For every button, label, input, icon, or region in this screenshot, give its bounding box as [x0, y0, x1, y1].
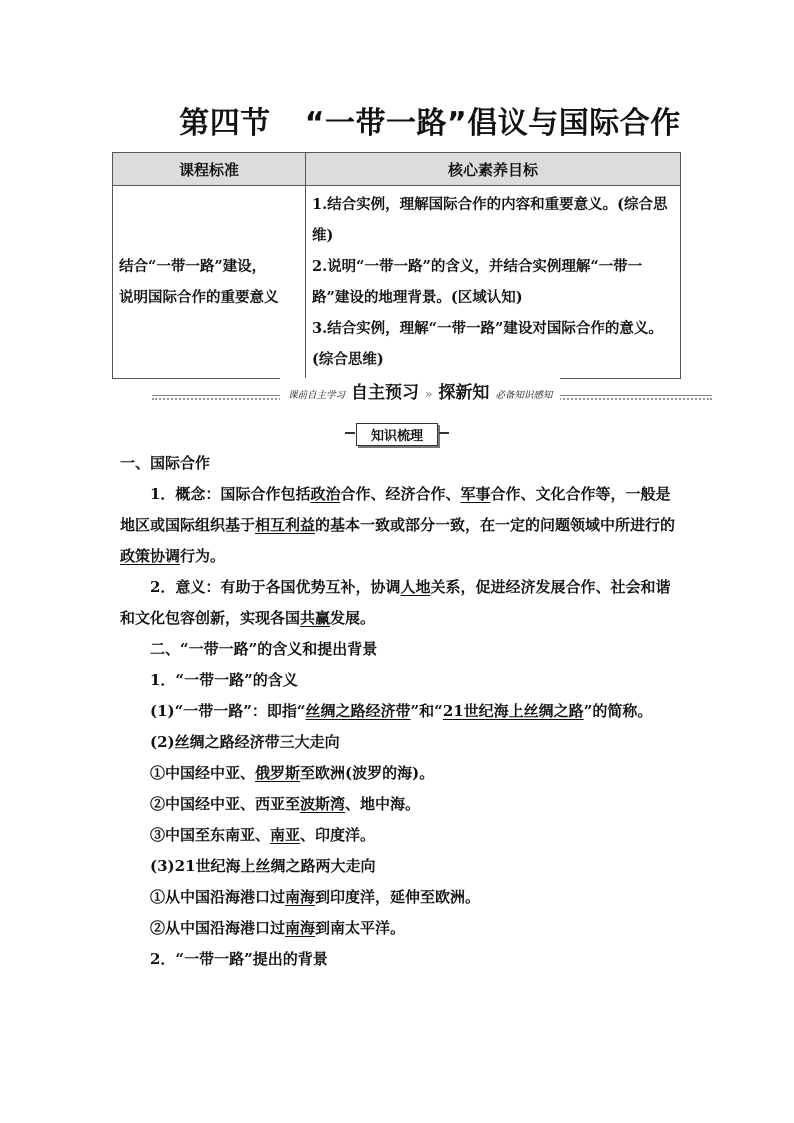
page-title — [150, 98, 710, 142]
header-course-standard: 课程标准 — [113, 153, 306, 186]
section-number: 第四节 — [179, 106, 271, 141]
subheading-meaning: 1．“一带一路”的含义 — [150, 671, 298, 689]
list-item: ②中国经中亚、西亚至波斯湾、地中海。 — [150, 795, 421, 813]
goal-item: 2.说明“一带一路”的含义，并结合实例理解“一带一路”建设的地理背景。(区域认知) — [312, 258, 643, 306]
standard-line: 说明国际合作的重要意义 — [119, 289, 279, 306]
goal-item: 3.结合实例，理解“一带一路”建设对国际合作的意义。(综合思维) — [312, 320, 663, 368]
section-topic: “一带一路”倡议与国际合作 — [304, 106, 681, 141]
heading-belt-and-road: 二、“一带一路”的含义和提出背景 — [150, 640, 378, 658]
content-body — [120, 448, 676, 975]
core-goals-cell — [306, 186, 681, 379]
heading-international-cooperation: 一、国际合作 — [120, 454, 211, 472]
banner-right-caption: 必备知识感知 — [495, 390, 553, 401]
list-item: ①中国经中亚、俄罗斯至欧洲(波罗的海)。 — [150, 764, 435, 782]
standard-line: 结合“一带一路”建设， — [119, 258, 267, 275]
banner-title-1: 自主预习 — [351, 383, 420, 403]
subheading-economic-belt: (2)丝绸之路经济带三大走向 — [150, 733, 340, 751]
list-item: ①从中国沿海港口过南海到印度洋，延伸至欧洲。 — [150, 888, 481, 906]
list-item: ②从中国沿海港口过南海到南太平洋。 — [150, 919, 406, 937]
paragraph-significance: 2．意义：有助于各国优势互补，协调人地关系，促进经济发展合作、社会和谐和文化包容创新，实现各国共赢发展。 — [120, 578, 671, 627]
section-banner — [152, 378, 712, 404]
banner-title-2: 探新知 — [438, 383, 490, 403]
table-row — [113, 186, 681, 379]
paragraph-meaning: (1)“一带一路”：即指“丝绸之路经济带”和“21世纪海上丝绸之路”的简称。 — [150, 702, 653, 720]
header-core-goals: 核心素养目标 — [306, 153, 681, 186]
goal-item: 1.结合实例，理解国际合作的内容和重要意义。(综合思维) — [312, 196, 668, 244]
subheading-maritime-road: (3)21世纪海上丝绸之路两大走向 — [150, 857, 376, 875]
list-item: ③中国至东南亚、南亚、印度洋。 — [150, 826, 376, 844]
table-header-row — [113, 153, 681, 186]
double-chevron-icon: » — [425, 387, 433, 401]
subheading-background: 2．“一带一路”提出的背景 — [150, 950, 328, 968]
course-standard-cell — [113, 186, 306, 379]
paragraph-concept: 1．概念：国际合作包括政治合作、经济合作、军事合作、文化合作等，一般是地区或国际组织基于相互利益的基本一致或部分一致，在一定的问题领域中所进行的政策协调行为。 — [120, 485, 676, 565]
knowledge-section-tag: 知识梳理 — [356, 423, 438, 446]
banner-left-caption: 课前自主学习 — [288, 390, 346, 401]
standards-table — [112, 152, 681, 379]
